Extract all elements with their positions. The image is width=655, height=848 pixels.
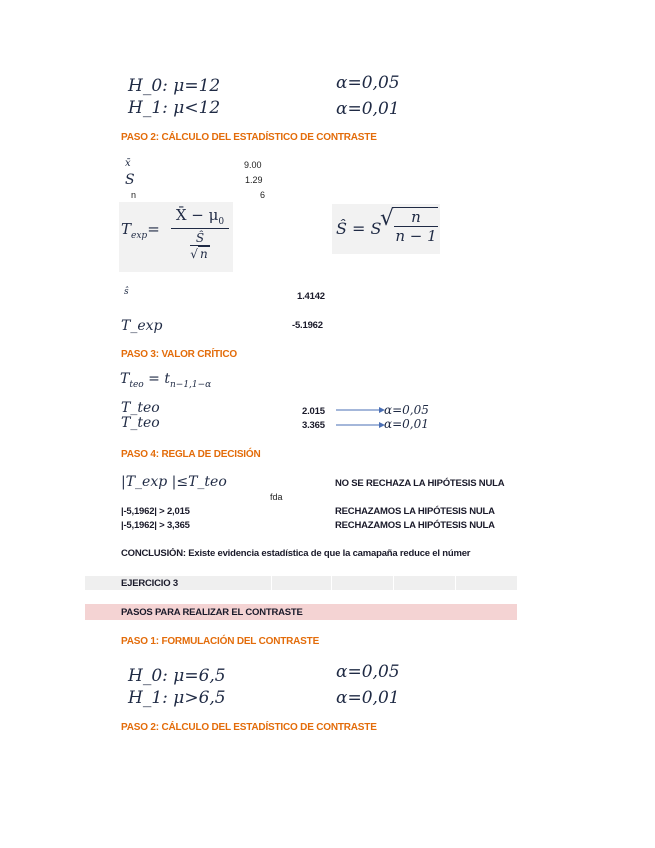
paso3-heading: PASO 3: VALOR CRÍTICO bbox=[121, 349, 237, 360]
decision-result-1: RECHAZAMOS LA HIPÓTESIS NULA bbox=[335, 506, 495, 517]
h0-hypothesis-2: H_0: μ=6,5 bbox=[128, 666, 226, 686]
paso1-heading: PASO 1: FORMULACIÓN DEL CONTRASTE bbox=[121, 636, 320, 647]
paso2b-heading: PASO 2: CÁLCULO DEL ESTADÍSTICO DE CONTRASTE bbox=[121, 722, 377, 733]
tteo-alpha-1: α=0,05 bbox=[384, 403, 429, 417]
shat-formula-image: Ŝ = S √ n n − 1 bbox=[332, 204, 440, 254]
h1-hypothesis: H_1: μ<12 bbox=[128, 98, 221, 118]
decision-cond-2: |-5,1962| > 3,365 bbox=[121, 520, 190, 531]
tteo-label-2: T_teo bbox=[121, 415, 160, 431]
shat-label: ŝ bbox=[124, 287, 129, 297]
texp-label: T_exp bbox=[121, 318, 163, 334]
alpha-005: α=0,05 bbox=[336, 73, 400, 93]
tteo-label-1: T_teo bbox=[121, 400, 160, 416]
n-label: n bbox=[131, 190, 137, 200]
fda-text: fda bbox=[270, 492, 283, 502]
s-label: S bbox=[125, 172, 135, 188]
decision-rule: |T_exp |≤T_teo bbox=[121, 474, 227, 490]
decision-result-2: RECHAZAMOS LA HIPÓTESIS NULA bbox=[335, 520, 495, 531]
ejercicio3-title: EJERCICIO 3 bbox=[121, 578, 178, 589]
texp-formula: $T_{exp}=$ bbox=[121, 220, 160, 241]
texp-value: -5.1962 bbox=[292, 320, 323, 331]
tteo-formula: $T_{teo} = t_{n-1,1-\alpha}$ bbox=[120, 371, 212, 390]
tteo-alpha-2: α=0,01 bbox=[384, 417, 429, 431]
h1-hypothesis-2: H_1: μ>6,5 bbox=[128, 688, 226, 708]
texp-formula-image: $T_{exp}=$ X̄ − $\mu_0$ $\frac{Ŝ}{√ n}$ bbox=[119, 202, 233, 272]
alpha-001: α=0,01 bbox=[336, 99, 400, 119]
shat-formula-lhs: Ŝ = S bbox=[336, 219, 382, 238]
conclusion-text: CONCLUSIÓN: Existe evidencia estadística de que la camapaña reduce el númer bbox=[121, 548, 471, 559]
arrow-connectors bbox=[334, 405, 390, 431]
decision-rule-result: NO SE RECHAZA LA HIPÓTESIS NULA bbox=[335, 478, 505, 489]
xbar-label: x̄ bbox=[125, 158, 131, 169]
s-value: 1.29 bbox=[245, 175, 263, 185]
paso2-heading: PASO 2: CÁLCULO DEL ESTADÍSTICO DE CONTRASTE bbox=[121, 132, 377, 143]
n-value: 6 bbox=[260, 190, 266, 200]
paso4-heading: PASO 4: REGLA DE DECISIÓN bbox=[121, 449, 261, 460]
tteo-value-1: 2.015 bbox=[302, 406, 325, 417]
decision-cond-1: |-5,1962| > 2,015 bbox=[121, 506, 190, 517]
pasos-title: PASOS PARA REALIZAR EL CONTRASTE bbox=[121, 607, 303, 618]
shat-value: 1.4142 bbox=[297, 291, 325, 302]
alpha-005-2: α=0,05 bbox=[336, 662, 400, 682]
alpha-001-2: α=0,01 bbox=[336, 688, 400, 708]
h0-hypothesis: H_0: μ=12 bbox=[128, 76, 221, 96]
xbar-value: 9.00 bbox=[244, 160, 262, 170]
tteo-value-2: 3.365 bbox=[302, 420, 325, 431]
